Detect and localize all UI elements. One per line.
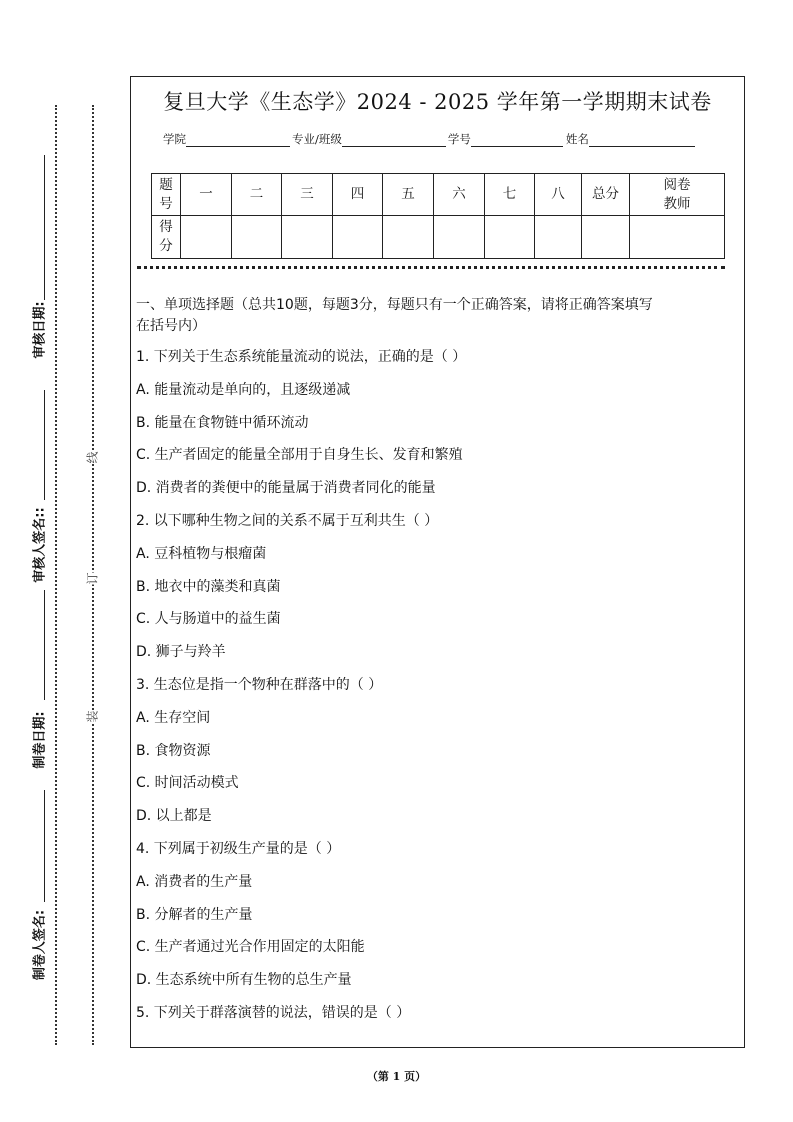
- header-cell: 总分: [582, 174, 630, 216]
- bind-mark-zhuang: 装: [85, 710, 100, 723]
- score-cell[interactable]: [630, 216, 725, 259]
- answer-option: D. 以上都是: [136, 808, 212, 825]
- question-stem: 1. 下列关于生态系统能量流动的说法，正确的是（ ）: [136, 349, 467, 365]
- score-cell[interactable]: [383, 216, 434, 259]
- section-divider: [137, 266, 725, 269]
- college-label: 学院: [163, 132, 186, 146]
- student-info: [163, 131, 697, 147]
- id-field[interactable]: [471, 132, 563, 147]
- make-date-line: [44, 590, 45, 700]
- major-label: 专业/班级: [292, 132, 342, 146]
- page-number: （第 1 页）: [366, 1070, 427, 1083]
- exam-title: 复旦大学《生态学》2024 - 2025 学年第一学期期末试卷: [163, 90, 712, 114]
- header-cell: 一: [181, 174, 232, 216]
- answer-option: C. 人与肠道中的益生菌: [136, 611, 281, 628]
- question-stem: 5. 下列关于群落演替的说法，错误的是（ ）: [136, 1005, 411, 1021]
- score-cell[interactable]: [485, 216, 535, 259]
- header-cell: 八: [535, 174, 582, 216]
- reviewer-line: [44, 390, 45, 500]
- answer-option: D. 狮子与羚羊: [136, 644, 226, 661]
- answer-option: B. 食物资源: [136, 742, 211, 759]
- review-date-line: [44, 155, 45, 300]
- reviewer-label: 审核人签名::: [32, 507, 48, 583]
- score-cell[interactable]: [232, 216, 282, 259]
- question-stem: 2. 以下哪种生物之间的关系不属于互利共生（ ）: [136, 513, 439, 529]
- answer-option: C. 生产者通过光合作用固定的太阳能: [136, 939, 365, 956]
- score-table: [151, 173, 725, 259]
- answer-option: D. 生态系统中所有生物的总生产量: [136, 972, 352, 989]
- score-cell[interactable]: [535, 216, 582, 259]
- answer-option: B. 能量在食物链中循环流动: [136, 414, 309, 431]
- section-heading-cont: 在括号内）: [136, 318, 206, 334]
- major-field[interactable]: [342, 132, 446, 147]
- header-cell: 五: [383, 174, 434, 216]
- row-label-question: 题号: [152, 174, 181, 216]
- answer-option: C. 生产者固定的能量全部用于自身生长、发育和繁殖: [136, 447, 463, 464]
- college-field[interactable]: [186, 132, 290, 147]
- question-stem: 3. 生态位是指一个物种在群落中的（ ）: [136, 677, 383, 693]
- name-label: 姓名: [565, 132, 589, 146]
- answer-option: A. 生存空间: [136, 709, 211, 726]
- score-cell[interactable]: [582, 216, 630, 259]
- header-cell: 阅卷教师: [630, 174, 725, 216]
- answer-option: B. 分解者的生产量: [136, 906, 253, 923]
- score-cell[interactable]: [333, 216, 383, 259]
- header-cell: 三: [282, 174, 333, 216]
- score-cell[interactable]: [434, 216, 485, 259]
- bind-mark-ding: 订: [85, 572, 100, 585]
- bind-mark-xian: 线: [85, 451, 100, 464]
- header-cell: 四: [333, 174, 383, 216]
- id-label: 学号: [447, 132, 471, 146]
- make-date-label: 制卷日期:: [32, 711, 48, 769]
- review-date-label: 审核日期:: [32, 301, 48, 359]
- section-heading: 一、单项选择题（总共10题，每题3分，每题只有一个正确答案，请将正确答案填写: [136, 297, 653, 313]
- score-cell[interactable]: [282, 216, 333, 259]
- answer-option: B. 地衣中的藻类和真菌: [136, 578, 281, 595]
- answer-option: A. 豆科植物与根瘤菌: [136, 545, 267, 562]
- answer-option: A. 能量流动是单向的，且逐级递减: [136, 381, 351, 398]
- answer-option: A. 消费者的生产量: [136, 873, 253, 890]
- seal-dotted-line-outer: [55, 105, 57, 1045]
- maker-line: [44, 790, 45, 902]
- score-cell[interactable]: [181, 216, 232, 259]
- row-label-score: 得分: [152, 216, 181, 259]
- header-cell: 二: [232, 174, 282, 216]
- name-field[interactable]: [589, 132, 695, 147]
- question-stem: 4. 下列属于初级生产量的是（ ）: [136, 841, 341, 857]
- maker-label: 制卷人签名:: [32, 909, 48, 981]
- header-cell: 七: [485, 174, 535, 216]
- answer-option: C. 时间活动模式: [136, 775, 239, 792]
- header-cell: 六: [434, 174, 485, 216]
- answer-option: D. 消费者的粪便中的能量属于消费者同化的能量: [136, 480, 436, 497]
